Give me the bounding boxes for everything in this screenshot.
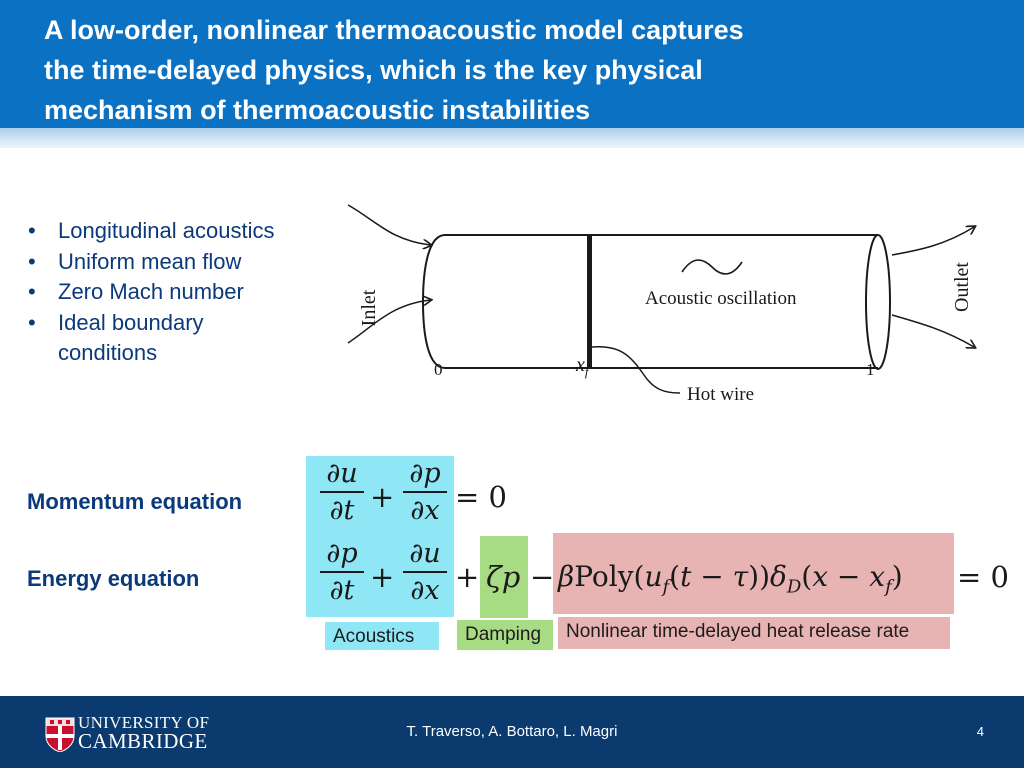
equals-zero: = 0 bbox=[957, 560, 1009, 594]
xf-base: x bbox=[576, 354, 585, 376]
inlet-arrow-top bbox=[348, 205, 430, 245]
x-zero-label: 0 bbox=[434, 360, 443, 379]
wordmark-line-2: CAMBRIDGE bbox=[78, 729, 208, 753]
tube-left-end bbox=[423, 235, 445, 368]
outlet-arrow-bottom bbox=[892, 315, 974, 347]
plus-sign: + bbox=[455, 560, 480, 594]
xf-subscript: f bbox=[584, 364, 589, 379]
footer-authors: T. Traverso, A. Bottaro, L. Magri bbox=[406, 723, 618, 740]
title-line-2: the time-delayed physics, which is the key physical bbox=[44, 55, 703, 85]
inlet-label: Inlet bbox=[358, 289, 380, 327]
plus-sign: + bbox=[370, 560, 395, 594]
hot-wire-lead bbox=[592, 347, 680, 393]
bullet-item: • Uniform mean flow bbox=[28, 247, 288, 278]
bullet-item bbox=[28, 308, 288, 369]
damping-tag: Damping bbox=[457, 620, 553, 650]
header-gradient-strip bbox=[0, 128, 1024, 148]
bullet-item: • Longitudinal acoustics bbox=[28, 216, 288, 247]
dp-dx-fraction: ∂p ∂x bbox=[403, 458, 447, 527]
hot-wire-plate bbox=[587, 235, 592, 368]
page-number: 4 bbox=[976, 724, 984, 739]
heat-release-term: $\beta Poly(u_f(t - \tau))\delta_D(x - x_f)$ bbox=[558, 560, 903, 598]
acoustic-label: Acoustic oscillation bbox=[645, 288, 797, 309]
minus-sign: − bbox=[530, 560, 555, 594]
outlet-label: Outlet bbox=[951, 262, 973, 312]
tube-right-end bbox=[866, 235, 890, 369]
acoustics-tag: Acoustics bbox=[325, 622, 439, 650]
du-dx-fraction: ∂u ∂x bbox=[403, 538, 447, 607]
hot-wire-label: Hot wire bbox=[687, 384, 755, 405]
equals-zero: = 0 bbox=[455, 480, 507, 514]
outlet-arrow-top bbox=[892, 227, 974, 255]
bullet-item-text: Ideal boundary conditions bbox=[58, 309, 204, 365]
damping-term: ζp bbox=[486, 560, 521, 594]
x-one-label: 1 bbox=[866, 360, 875, 379]
bullet-item: • Zero Mach number bbox=[28, 277, 288, 308]
energy-equation-label: Energy equation bbox=[27, 566, 200, 591]
title-line-3: mechanism of thermoacoustic instabilities bbox=[44, 95, 591, 125]
dp-dt-fraction: ∂p ∂t bbox=[320, 538, 364, 607]
wordmark-line-1: UNIVERSITY OF bbox=[78, 713, 210, 732]
momentum-equation-label: Momentum equation bbox=[27, 489, 243, 514]
university-wordmark bbox=[78, 713, 210, 753]
rijke-tube-diagram bbox=[330, 195, 990, 425]
acoustic-wave bbox=[682, 260, 742, 274]
assumptions-list bbox=[28, 216, 288, 369]
heat-release-tag: Nonlinear time-delayed heat release rate bbox=[558, 617, 950, 649]
slide-title bbox=[44, 10, 1004, 130]
plus-sign: + bbox=[370, 480, 395, 514]
du-dt-fraction: ∂u ∂t bbox=[320, 458, 364, 527]
title-line-1: A low-order, nonlinear thermoacoustic model captures bbox=[44, 15, 744, 45]
